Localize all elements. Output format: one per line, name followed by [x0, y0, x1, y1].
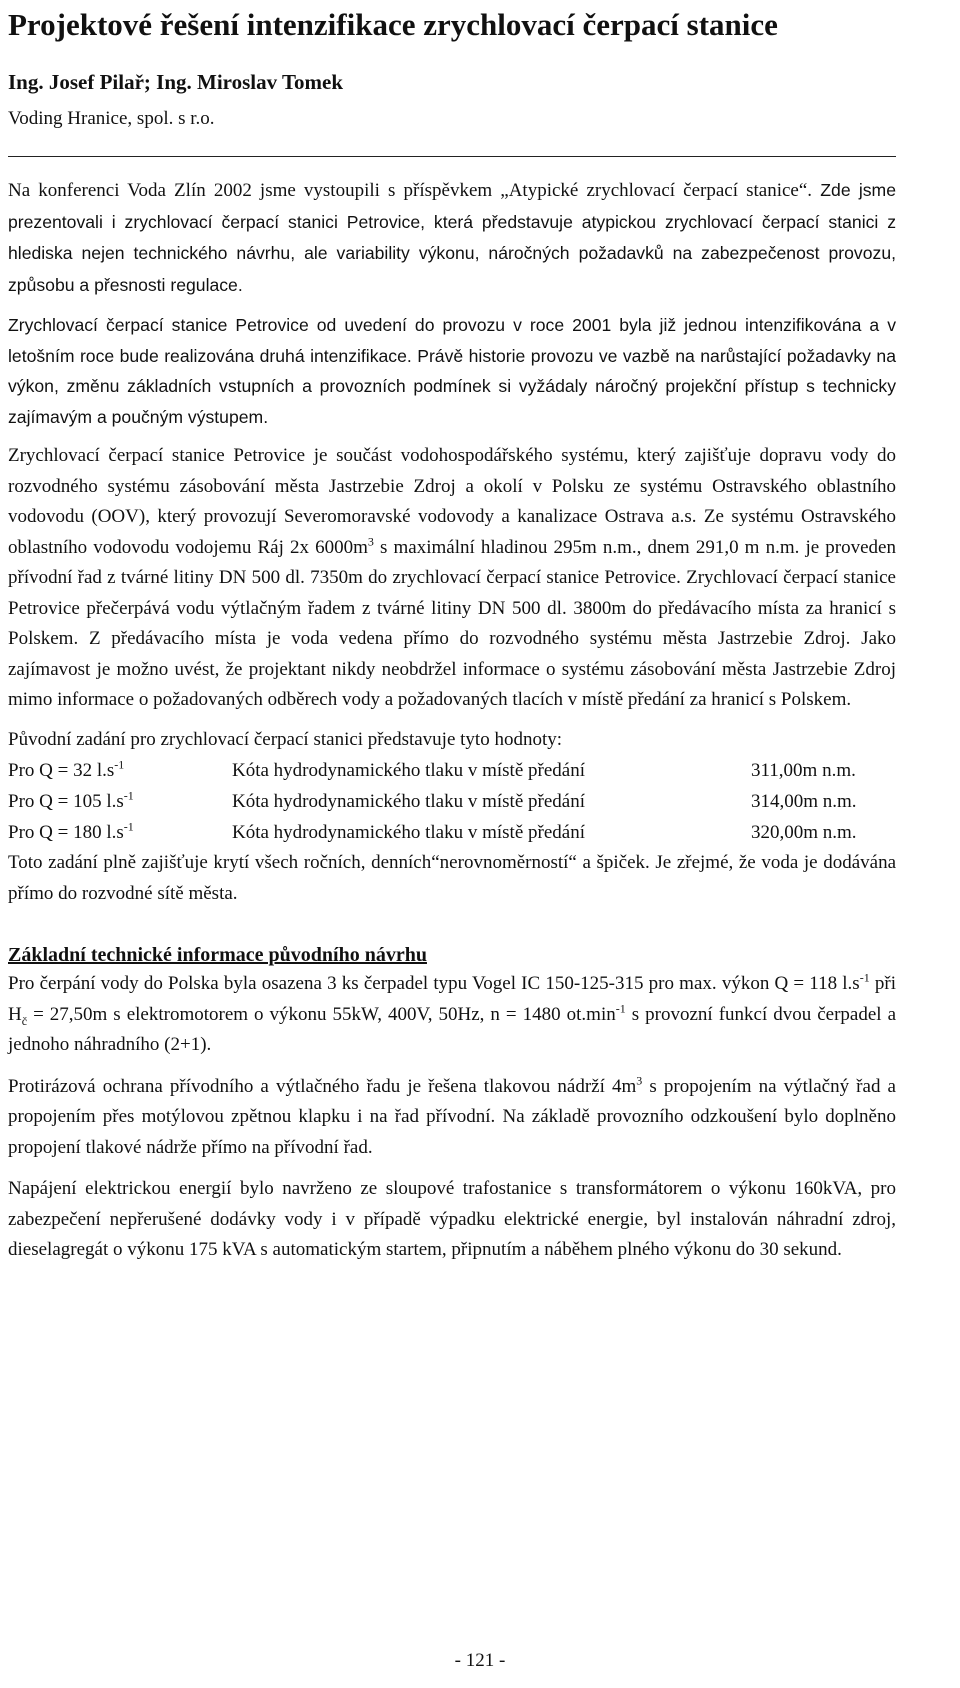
flow-cell: Pro Q = 105 $l.s^{-1}$ [8, 788, 134, 812]
values-table [8, 755, 896, 848]
intro-rest: Zde jsme prezentovali i zrychlovací čerpací stanici Petrovice, která představuje atypickou zrychlovací čerpací stanici z hlediska nejen technického návrhu, ale variability výkonu, náročných požadavků na zabezpečenost provozu, způsobu a přesnosti regulace. [8, 180, 896, 295]
flow-cell: Pro Q = 180 $l.s^{-1}$ [8, 819, 134, 843]
values-row [8, 755, 896, 786]
system-text-b: s maximální hladinou 295m n.m., dnem 291,0 m n.m. je proveden přívodní řad z tvárné litiny DN 500 dl. 7350m do zrychlovací čerpací stanice Petrovice. Zrychlovací čerpací stanice Petrovice přečerpává vodu výtlačným řadem z tvárné litiny DN 500 dl. 3800m do předávacího místa za hranicí s Polskem. Z předávacího místa je voda vedena přímo do rozvodného systému města Jastrzebie Zdroj. Jako zajímavost je možno uvést, že projektant nikdy neobdržel informace o systému zásobování města Jastrzebie Zdroj mimo informace o požadovaných odběrech vody a požadovaných tlacích v místě předání za hranicí s Polskem. [8, 536, 896, 710]
flow-cell: Pro Q = 32 $l.s^{-1}$ [8, 757, 125, 781]
authors: Ing. Josef Pilař; Ing. Miroslav Tomek [8, 70, 344, 94]
values-outro: Toto zadání plně zajišťuje krytí všech ročních, denních“nerovnoměrností“ a špiček. Je zřejmé, že voda je dodávána přímo do rozvodné sítě města. [8, 852, 896, 904]
document-title: Projektové řešení intenzifikace zrychlovací čerpací stanice [8, 7, 778, 42]
document-page [8, 0, 896, 1266]
system-paragraph [8, 441, 896, 716]
pumps-paragraph: Pro čerpání vody do Polska byla osazena 3 ks čerpadel typu Vogel IC 150-125-315 pro max. výkon Q = 118 $l.s^{-1}$ při $H_č = 27,50m$ s elektromotorem o výkonu 55kW, 400V, 50Hz, n = 1480 $ot.\min^{-1}$ s provozní funkcí dvou čerpadel a jednoho náhradního (2+1). [8, 970, 897, 1055]
page-number: - 121 - [454, 1650, 506, 1671]
intro-lead: Na konferenci Voda Zlín 2002 jsme vystoupili s příspěvkem „Atypické zrychlovací čerpací stanice“. [8, 180, 813, 201]
value-cell: 320,00m n.m. [751, 822, 857, 843]
system-sup: 3 [367, 534, 374, 549]
values-row [8, 817, 896, 848]
organization: Voding Hranice, spol. s r.o. [8, 108, 215, 129]
description-cell: Kóta hydrodynamického tlaku v místě předání [232, 760, 585, 781]
description-cell: Kóta hydrodynamického tlaku v místě předání [232, 791, 585, 812]
description-cell: Kóta hydrodynamického tlaku v místě předání [232, 822, 585, 843]
section-heading: Základní technické informace původního návrhu [8, 944, 427, 966]
value-cell: 311,00m n.m. [751, 760, 856, 781]
values-row [8, 786, 896, 817]
intro-paragraph [8, 175, 896, 301]
history-paragraph: Zrychlovací čerpací stanice Petrovice od uvedení do provozu v roce 2001 byla již jednou intenzifikována a v letošním roce bude realizována druhá intenzifikace. Právě historie provozu ve vazbě na narůstající požadavky na výkon, změnu základních vstupních a provozních podmínek si vyžádaly náročný projekční přístup s technicky zajímavým a poučným výstupem. [8, 315, 896, 427]
surge-protection-paragraph: Protirázová ochrana přívodního a výtlačného řadu je řešena tlakovou nádrží $4m^3$ s propojením na výtlačný řad a propojením přes motýlovou zpětnou klapku i na řad přívodní. Na základě provozního odzkoušení bylo doplněno propojení tlakové nádrže přímo na přívodní řad. [8, 1073, 896, 1158]
header-divider [8, 156, 896, 157]
system-text-a: Zrychlovací čerpací stanice Petrovice je součást vodohospodářského systému, který zajišťuje dopravu vody do rozvodného systému zásobování města Jastrzebie Zdroj a okolí v Polsku ze systému Ostravského oblastního vodovodu (OOV), který provozují Severomoravské vodovody a kanalizace Ostrava a.s. Ze systému Ostravského oblastního vodovodu vodojemu Ráj 2x 6000m [8, 445, 896, 558]
value-cell: 314,00m n.m. [751, 791, 857, 812]
power-supply-paragraph: Napájení elektrickou energií bylo navrženo ze sloupové trafostanice s transformátorem o výkonu 160kVA, pro zabezpečení nepřerušené dodávky vody i v případě výpadku elektrické energie, byl instalován náhradní zdroj, dieselagregát o výkonu 175 kVA s automatickým startem, připnutím a náběhem plného výkonu do 30 sekund. [8, 1178, 896, 1260]
values-intro: Původní zadání pro zrychlovací čerpací stanici představuje tyto hodnoty: [8, 728, 562, 750]
